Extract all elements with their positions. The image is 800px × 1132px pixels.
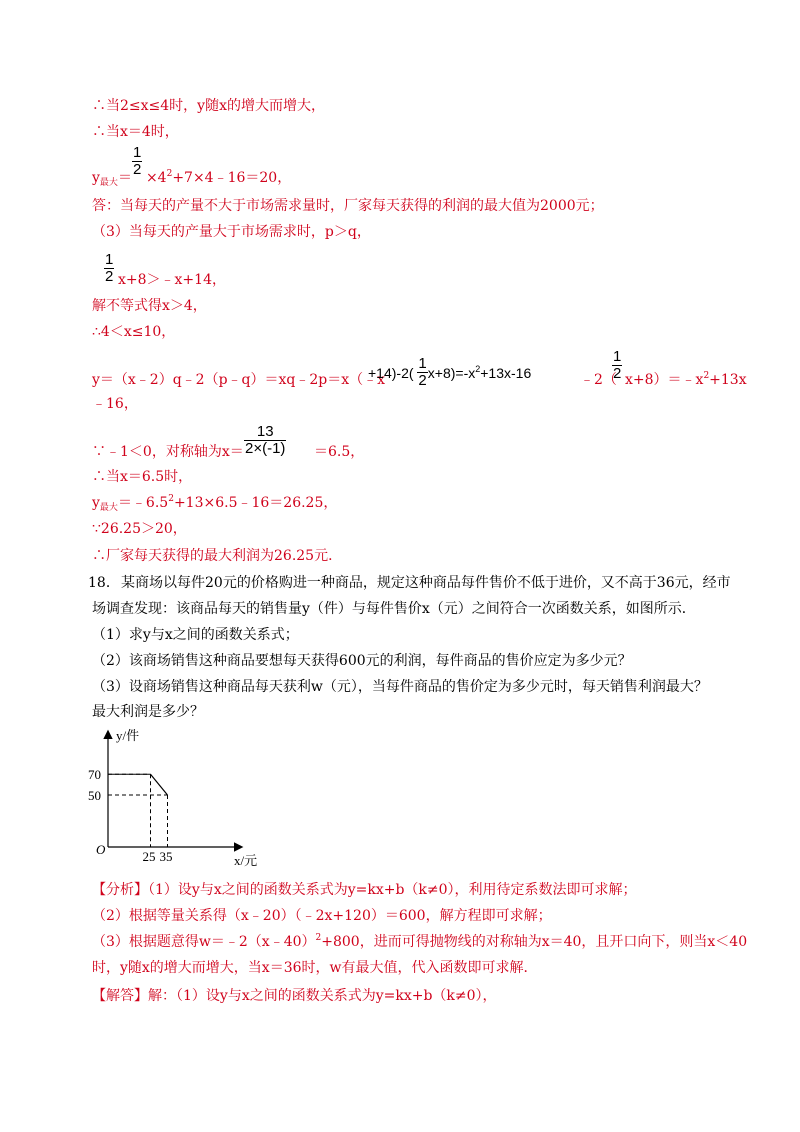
fraction xyxy=(612,349,622,382)
solution-line: $x+8)=﹣x^2+13x$ xyxy=(625,371,747,388)
solution-line: ∴厂家每天获得的最大利润为26.25元． xyxy=(92,548,343,564)
question-text: 场调查发现：该商品每天的销售量y（件）与每件售价x（元）之间符合一次函数关系，如图所示． xyxy=(92,601,696,617)
solution-line: ∴当2≤x≤4时，y随x的增大而增大， xyxy=(92,98,325,114)
question-subitem: 最大利润是多少？ xyxy=(92,704,204,720)
origin-label: O xyxy=(96,842,106,857)
solution-line: ﹣16， xyxy=(92,396,138,412)
analysis-tag: 【分析】 xyxy=(92,882,148,898)
question-subitem: （2）该商场销售这种商品要想每天获得600元的利润，每件商品的售价应定为多少元？ xyxy=(92,653,632,669)
y-axis-label: y/件 xyxy=(116,728,140,743)
analysis-line: 时，y随x的增大而增大，当x＝36时，w有最大值，代入函数即可求解． xyxy=(92,960,538,976)
solution-line: $y_{最大}=$ $\times 4^2+7\times 4﹣16=20$， xyxy=(92,169,292,188)
solution-line: ﹣2（ xyxy=(580,372,617,388)
fraction-numerator: 1 xyxy=(105,251,114,268)
fraction-denominator: 2 xyxy=(418,372,427,389)
solution-line: $y_{最大}=﹣6.5^2+13\times 6.5﹣16=26.25$， xyxy=(92,494,338,513)
question-number: 18． xyxy=(88,575,120,591)
x-tick-label: 35 xyxy=(159,849,173,864)
question-subitem: （1）求y与x之间的函数关系式； xyxy=(92,627,299,643)
fraction-numerator: 1 xyxy=(418,355,427,372)
equation-image: +14)-2( $\frac{1}{2}$ $x+8)=-x^2+13x-16$ xyxy=(368,355,532,389)
graph-segment-linear xyxy=(151,774,168,795)
analysis-line: 【解答】解：（1）设y与x之间的函数关系式为y=kx+b（k≠0）， xyxy=(92,988,497,1004)
analysis-line: （3）根据题意得w＝﹣2（x﹣40）$^2$+800，进而可得抛物线的对称轴为x＝40，且开口向下，则当x＜40 xyxy=(92,933,748,950)
solution-line: ＝6.5， xyxy=(314,444,365,460)
x-axis-label: x/元 xyxy=(234,853,258,868)
fraction-numerator: 13 xyxy=(256,423,274,440)
analysis-line: （2）根据等量关系得（x﹣20）（﹣2x+120）＝600，解方程即可求解； xyxy=(92,908,552,924)
solution-line: y＝（x﹣2）q﹣2（p﹣q）＝xq﹣2p＝x（﹣x xyxy=(92,372,386,388)
solution-tag: 【解答】 xyxy=(92,988,148,1004)
fraction-numerator: 1 xyxy=(133,144,142,161)
fraction-numerator: 1 xyxy=(613,348,622,365)
solution-line: x+8＞﹣x+14， xyxy=(118,272,226,288)
y-tick-label: 50 xyxy=(88,788,101,803)
solution-line: ∵﹣1＜0，对称轴为x＝ xyxy=(92,444,244,460)
solution-line: 解不等式得x＞4， xyxy=(92,298,207,314)
y-tick-label: 70 xyxy=(88,767,101,783)
fraction-denominator: 2×(-1) xyxy=(245,440,286,457)
fraction-denominator: 2 xyxy=(133,161,142,178)
analysis-line: 【分析】（1）设y与x之间的函数关系式为y=kx+b（k≠0），利用待定系数法即可求解； xyxy=(92,882,637,898)
fraction-denominator: 2 xyxy=(105,268,114,285)
fraction xyxy=(244,424,286,457)
fraction-denominator: 2 xyxy=(613,365,622,382)
function-graph xyxy=(86,722,286,872)
question-subitem: （3）设商场销售这种商品每天获利w（元），当每件商品的售价定为多少元时，每天销售利润最大？ xyxy=(92,679,708,695)
fraction xyxy=(104,252,114,285)
fraction xyxy=(417,356,427,389)
solution-line: ∴当x＝6.5时， xyxy=(92,469,193,485)
solution-line: （3）当每天的产量大于市场需求时，p＞q， xyxy=(92,224,371,240)
solution-line: ∴4＜x≤10， xyxy=(92,324,176,340)
question-text: 某商场以每件20元的价格购进一种商品，规定这种商品每件售价不低于进价，又不高于36元，经市 xyxy=(121,575,731,591)
solution-line: ∴当x＝4时， xyxy=(92,124,179,140)
solution-line: 答：当每天的产量不大于市场需求量时，厂家每天获得的利润的最大值为2000元； xyxy=(92,198,604,214)
x-tick-label: 25 xyxy=(142,849,156,864)
solution-line: ∵26.25＞20， xyxy=(92,521,187,537)
